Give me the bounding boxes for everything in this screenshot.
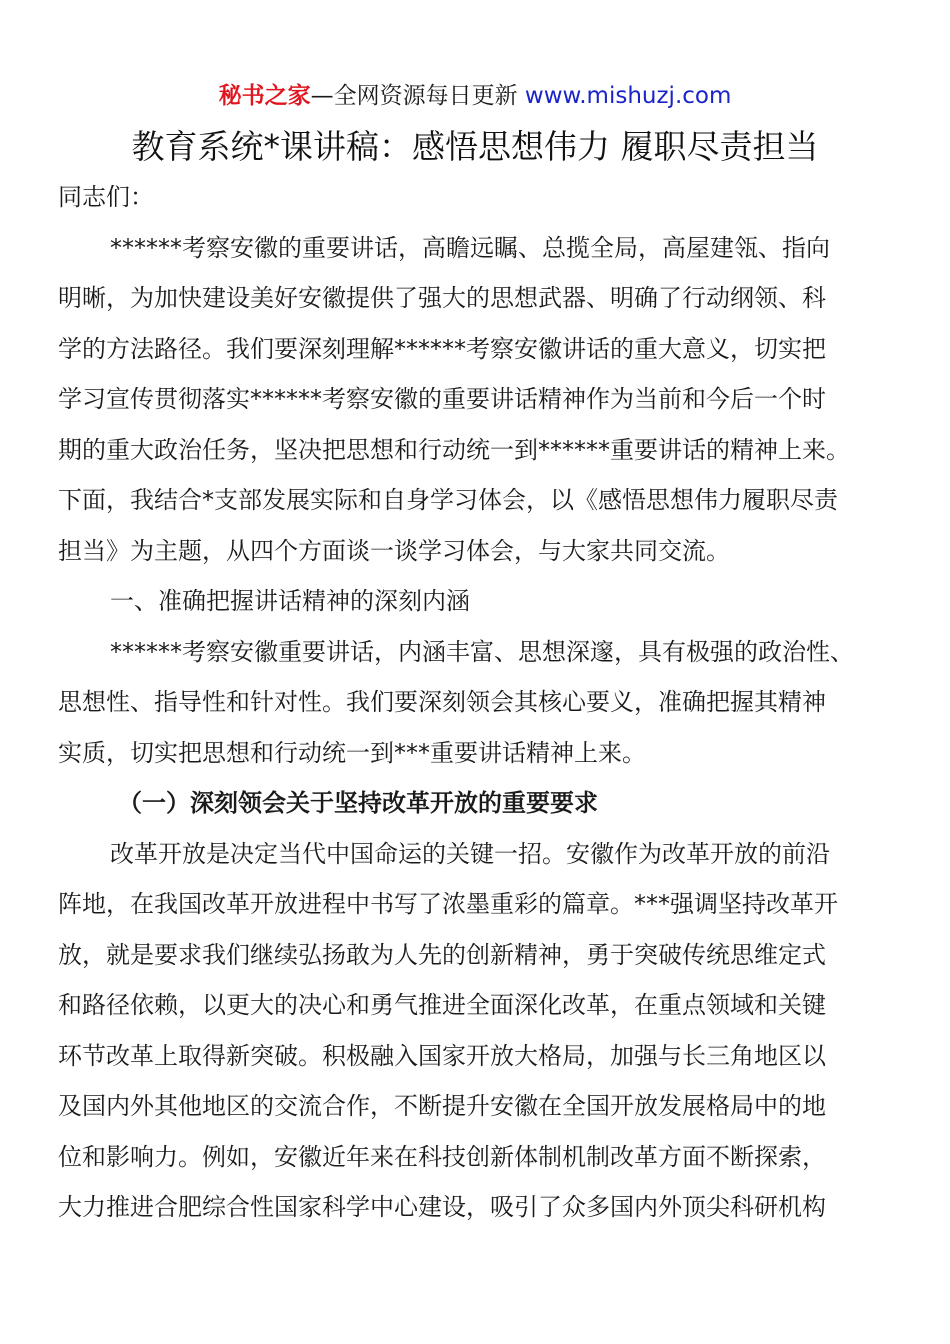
text-line: 思想性、指导性和针对性。我们要深刻领会其核心要义，准确把握其精神 [58, 688, 826, 716]
text-line: 阵地，在我国改革开放进程中书写了浓墨重彩的篇章。***强调坚持改革开 [58, 890, 838, 918]
text-line: 同志们： [58, 183, 154, 211]
text-line: 下面，我结合*支部发展实际和自身学习体会，以《感悟思想伟力履职尽责 [58, 486, 838, 514]
text-line: 担当》为主题，从四个方面谈一谈学习体会，与大家共同交流。 [58, 536, 730, 565]
document-title: 教育系统*课讲稿：感悟思想伟力 履职尽责担当 [131, 127, 819, 166]
text-line: 及国内外其他地区的交流合作，不断提升安徽在全国开放发展格局中的地 [58, 1092, 826, 1120]
text-line: 放，就是要求我们继续弘扬敢为人先的创新精神，勇于突破传统思维定式 [58, 940, 826, 969]
text-line: 位和影响力。例如，安徽近年来在科技创新体制机制改革方面不断探索， [58, 1142, 826, 1171]
text-line: 改革开放是决定当代中国命运的关键一招。安徽作为改革开放的前沿 [110, 839, 830, 868]
document-body [58, 172, 888, 1233]
site-tagline: —全网资源每日更新 [310, 83, 525, 109]
site-header [0, 80, 950, 112]
text-line: ******考察安徽重要讲话，内涵丰富、思想深邃，具有极强的政治性、 [110, 637, 854, 666]
text-line: 明晰，为加快建设美好安徽提供了强大的思想武器、明确了行动纲领、科 [58, 284, 826, 312]
text-line: ******考察安徽的重要讲话，高瞻远瞩、总揽全局，高屋建瓴、指向 [110, 233, 830, 262]
text-line: 学习宣传贯彻落实******考察安徽的重要讲话精神作为当前和今后一个时 [58, 385, 826, 413]
text-line: 一、准确把握讲话精神的深刻内涵 [110, 587, 470, 615]
site-brand: 秘书之家 [218, 83, 311, 109]
text-line: 期的重大政治任务，坚决把思想和行动统一到******重要讲话的精神上来。 [58, 435, 850, 464]
text-line: 大力推进合肥综合性国家科学中心建设，吸引了众多国内外顶尖科研机构 [58, 1193, 826, 1221]
section-heading-line: （一）深刻领会关于坚持改革开放的重要要求 [118, 789, 598, 817]
text-line: 和路径依赖，以更大的决心和勇气推进全面深化改革，在重点领域和关键 [58, 991, 826, 1019]
site-url[interactable]: www.mishuzj.com [524, 83, 732, 109]
text-line: 环节改革上取得新突破。积极融入国家开放大格局，加强与长三角地区以 [58, 1041, 826, 1070]
text-line: 实质，切实把思想和行动统一到***重要讲话精神上来。 [58, 738, 646, 767]
text-line: 学的方法路径。我们要深刻理解******考察安徽讲话的重大意义，切实把 [58, 334, 826, 363]
